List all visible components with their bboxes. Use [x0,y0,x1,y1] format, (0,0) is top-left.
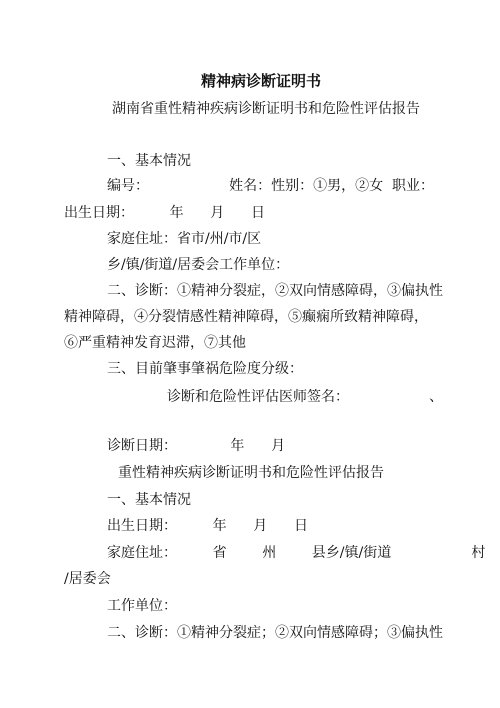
diagnosis-date-line: 诊断日期： 年 月 [107,438,286,454]
birth-date-line: 出生日期： 年 月 日 [107,518,309,534]
diagnosis-line: 精神障碍，④分裂情感性精神障碍，⑤癫痫所致精神障碍， [64,309,428,325]
diagnosis-line: 二、诊断：①精神分裂症；②双向情感障碍；③偏执性 [107,625,443,641]
address-line: /居委会 [64,571,111,587]
document-title: 精神病诊断证明书 [201,72,322,90]
document-subtitle: 湖南省重性精神疾病诊断证明书和危险性评估报告 [112,101,420,117]
doctor-signature-line: 诊断和危险性评估医师签名： 、 [167,389,444,405]
birth-date-line: 出生日期： 年 月 日 [64,205,266,221]
address-line: 家庭住址： 省 州 县乡/镇/街道 村 [107,545,486,561]
address-line: 家庭住址：省市/州/市/区 [107,231,262,247]
second-report-title: 重性精神疾病诊断证明书和危险性评估报告 [118,465,384,481]
diagnosis-line: ⑥严重精神发育迟滞，⑦其他 [64,335,246,351]
section-heading-basic-info: 一、基本情况 [107,153,191,169]
risk-level-heading: 三、目前肇事肇祸危险度分级： [107,361,303,377]
diagnosis-line: 二、诊断：①精神分裂症，②双向情感障碍，③偏执性 [107,283,443,299]
section-heading-basic-info: 一、基本情况 [107,492,191,508]
address-workplace-line: 乡/镇/街道/居委会工作单位： [107,257,290,273]
id-name-gender-line: 编号： 姓名：性别：①男，②女 职业： [107,178,435,194]
workplace-line: 工作单位： [107,598,177,614]
